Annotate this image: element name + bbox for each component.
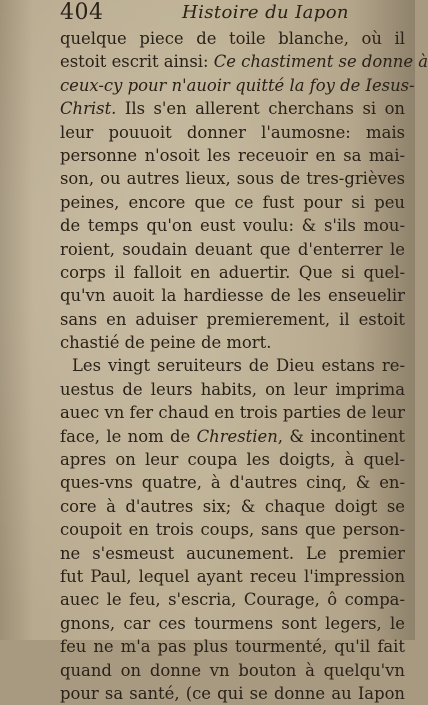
text-line xyxy=(60,121,405,144)
page-number: 404 xyxy=(60,0,104,25)
text-run: personne n'osoit les receuoir en sa mai- xyxy=(60,145,405,165)
text-run: qu'vn auoit la hardiesse de les enseuelir xyxy=(60,286,405,306)
text-line xyxy=(60,354,405,377)
text-line xyxy=(60,308,405,331)
text-run: pour sa santé, (ce qui se donne au Iapon xyxy=(60,683,405,703)
text-run: feu ne m'a pas plus tourmenté, qu'il fait xyxy=(60,637,405,657)
text-line xyxy=(60,401,405,424)
text-line xyxy=(60,448,405,471)
text-line xyxy=(60,191,405,214)
text-line xyxy=(60,378,405,401)
text-line xyxy=(60,97,405,120)
italic-text: Chrestien xyxy=(196,426,278,446)
text-run: quand on donne vn bouton à quelqu'vn xyxy=(60,660,405,680)
text-line xyxy=(60,471,405,494)
text-run: uestus de leurs habits, on leur imprima xyxy=(60,379,405,399)
text-line xyxy=(60,682,405,705)
text-line xyxy=(60,238,405,261)
text-run: peines, encore que ce fust pour si peu xyxy=(60,192,405,212)
text-line xyxy=(60,144,405,167)
text-run: ques-vns quatre, à d'autres cinq, & en- xyxy=(60,473,405,493)
text-line xyxy=(60,74,415,97)
body-text xyxy=(60,27,428,705)
text-line xyxy=(60,495,405,518)
text-run: core à d'autres six; & chaque doigt se xyxy=(60,496,405,516)
italic-text: Christ. xyxy=(60,99,117,119)
running-title: Histoire du Iapon xyxy=(182,2,349,23)
text-line xyxy=(60,612,405,635)
text-run: chastié de peine de mort. xyxy=(60,333,272,353)
text-line xyxy=(60,659,405,682)
text-line xyxy=(60,425,405,448)
text-run: Ils s'en allerent cherchans si on xyxy=(116,99,405,119)
text-line xyxy=(60,518,405,541)
text-line xyxy=(60,331,405,354)
text-run: Les vingt seruiteurs de Dieu estans re- xyxy=(72,356,405,376)
text-run: roient, soudain deuant que d'enterrer le xyxy=(60,239,405,259)
italic-text: ceux-cy pour n'auoir quitté la foy de Iesus- xyxy=(60,75,415,95)
text-run: fut Paul, lequel ayant receu l'impression xyxy=(60,566,405,586)
italic-text: Ce chastiment se donne à xyxy=(213,52,428,72)
text-run: auec vn fer chaud en trois parties de leur xyxy=(60,403,405,423)
text-line xyxy=(60,261,405,284)
text-run: auec le feu, s'escria, Courage, ô compa- xyxy=(60,590,405,610)
text-line xyxy=(60,542,405,565)
text-run: quelque piece de toile blanche, où il xyxy=(60,29,405,48)
page-header xyxy=(60,0,410,26)
text-run: coupoit en trois coups, sans que person- xyxy=(60,520,405,540)
text-run: , & incontinent xyxy=(277,426,405,446)
text-run: apres on leur coupa les doigts, à quel- xyxy=(60,450,405,470)
text-run: gnons, car ces tourmens sont legers, le xyxy=(60,613,405,633)
text-line xyxy=(60,50,428,73)
text-run: de temps qu'on eust voulu: & s'ils mou- xyxy=(60,216,405,236)
text-line xyxy=(60,284,405,307)
text-run: face, le nom de xyxy=(60,426,197,446)
text-line xyxy=(60,588,405,611)
text-run: ne s'esmeust aucunement. Le premier xyxy=(60,543,405,563)
text-line xyxy=(60,635,405,658)
text-line xyxy=(60,167,405,190)
text-run: sans en aduiser premierement, il estoit xyxy=(60,309,405,329)
text-run: leur pouuoit donner l'aumosne: mais xyxy=(60,122,405,142)
text-line xyxy=(60,214,405,237)
text-run: corps il falloit en aduertir. Que si quel- xyxy=(60,262,405,282)
text-run: estoit escrit ainsi: xyxy=(60,52,214,72)
text-line xyxy=(60,27,405,50)
text-line xyxy=(60,565,405,588)
text-run: son, ou autres lieux, sous de tres-grièves xyxy=(60,169,405,189)
